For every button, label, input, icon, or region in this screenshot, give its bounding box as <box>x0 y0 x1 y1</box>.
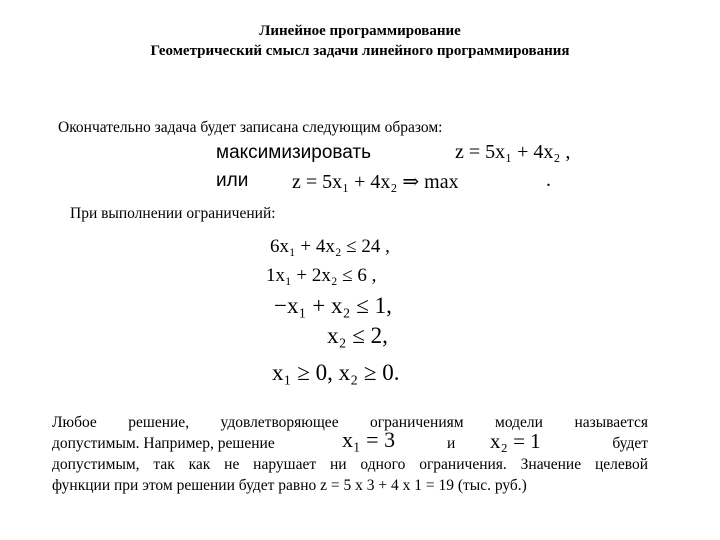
paragraph-line-2-end: будет <box>612 435 648 452</box>
constraints-intro: При выполнении ограничений: <box>70 205 276 222</box>
page-title: Линейное программирование <box>259 23 461 39</box>
objective-word-maximize: максимизировать <box>216 142 372 163</box>
constraint-1: 6x₁ + 4x₂ ≤ 24 , <box>270 236 390 257</box>
constraint-4: x₂ ≤ 2, <box>327 323 388 348</box>
constraint-2: 1x₁ + 2x₂ ≤ 6 , <box>266 265 377 286</box>
objective-word-or: или <box>216 170 249 191</box>
objective-max-expression: z = 5x₁ + 4x₂ ⇒ max <box>292 171 459 193</box>
paragraph-line-3: допустимым, так как не нарушает ни одного ограничения. Значение целевой <box>52 456 648 473</box>
paragraph-line-2-and: и <box>447 435 456 452</box>
paragraph-line-1: Любое решение, удовлетворяющее ограничениям модели называется <box>52 414 648 431</box>
intro-text: Окончательно задача будет записана следующим образом: <box>58 119 443 136</box>
page-subtitle: Геометрический смысл задачи линейного программирования <box>150 43 570 59</box>
paragraph-line-2-start: допустимым. Например, решение <box>52 435 275 452</box>
constraint-3: −x₁ + x₂ ≤ 1, <box>274 293 392 318</box>
objective-expression <box>455 141 570 164</box>
explanation-paragraph <box>52 412 648 496</box>
objective-period: . <box>546 169 551 191</box>
objective-expression-text: z = 5x₁ + 4x₂ , <box>455 141 571 163</box>
solution-x1: x₁ = 3 <box>342 427 396 452</box>
solution-x2: x₂ = 1 <box>490 429 541 453</box>
paragraph-line-2 <box>52 427 648 454</box>
constraint-5: x₁ ≥ 0, x₂ ≥ 0. <box>272 360 400 385</box>
paragraph-line-4: функции при этом решении будет равно z = 5 х 3 + 4 х 1 = 19 (тыс. руб.) <box>52 477 527 494</box>
